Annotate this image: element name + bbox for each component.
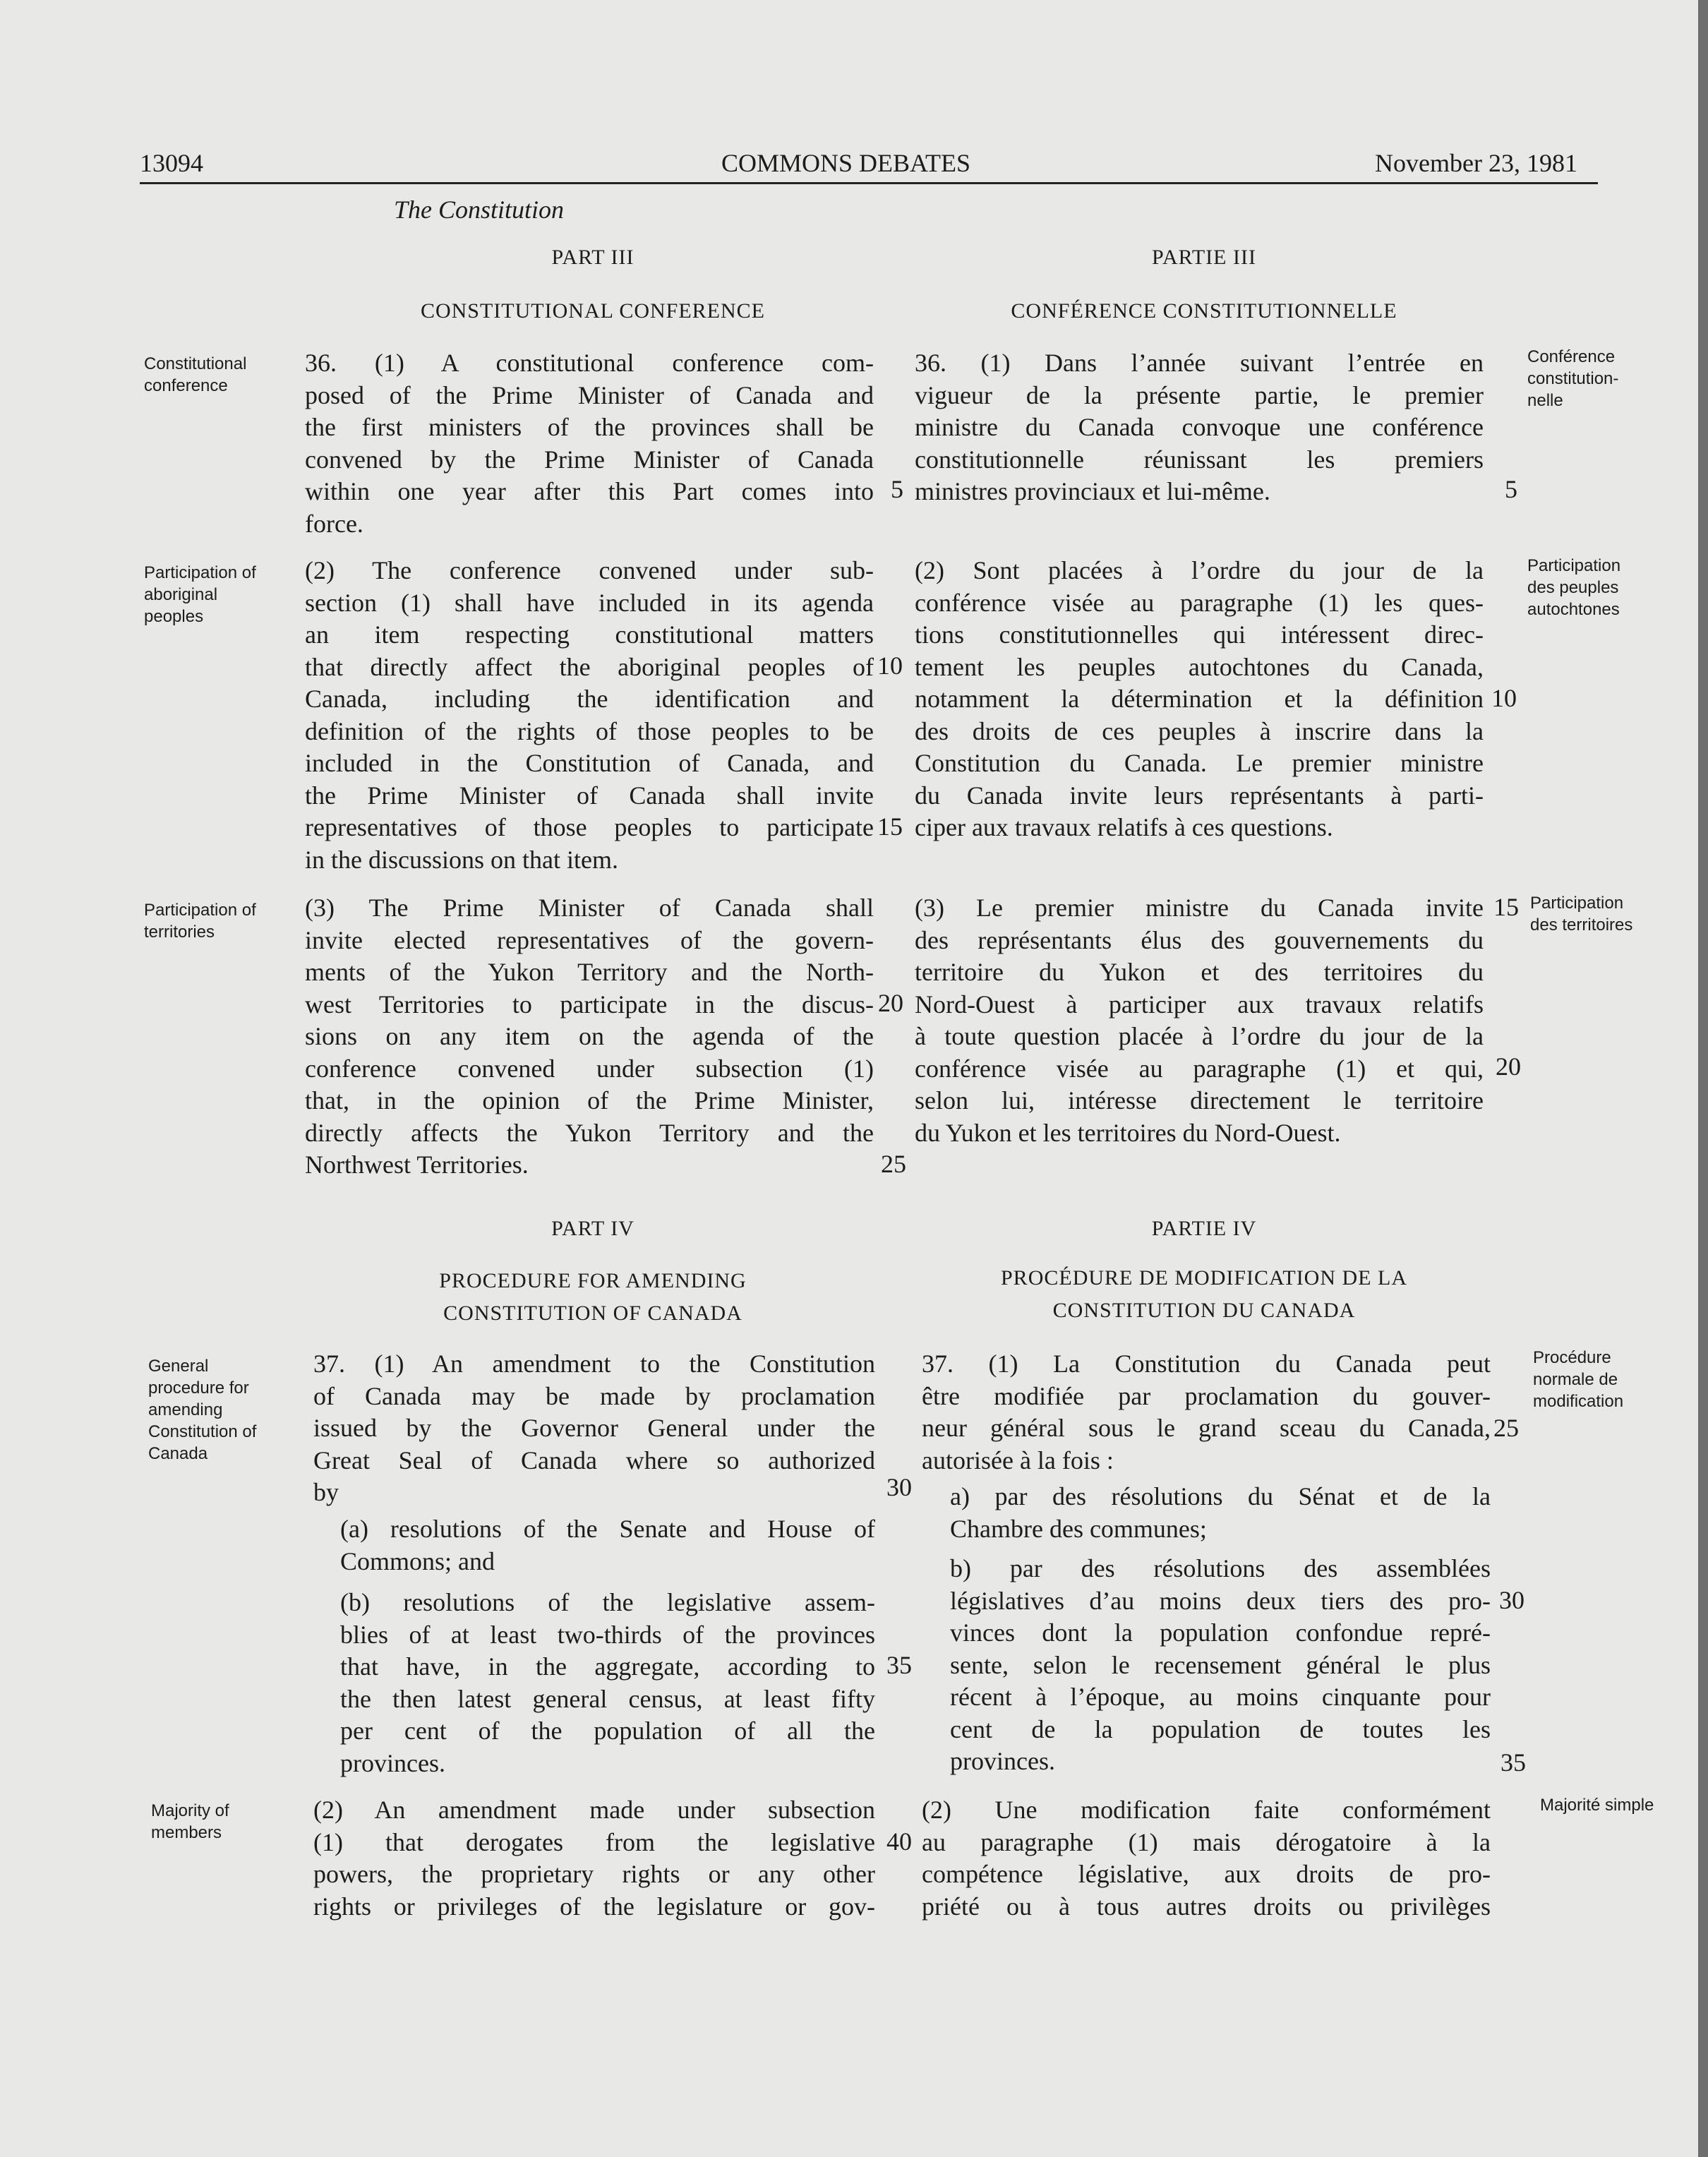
part4-fr-heading-line2: CONSTITUTION DU CANADA (1052, 1299, 1356, 1322)
line-number: 25 (1493, 1414, 1519, 1442)
line-number: 10 (877, 651, 903, 680)
line-number: 10 (1491, 684, 1517, 712)
line-number: 5 (1505, 475, 1517, 503)
part4-fr-heading-line1: PROCÉDURE DE MODIFICATION DE LA (1001, 1266, 1407, 1290)
section-37-1-en: 37. (1) An amendment to the Constitution of Canada may be made by proclamation issued by the Governor General under the Great Seal of Canada where so authorized by (313, 1350, 875, 1506)
marginal-note-fr: Participation des territoires (1530, 894, 1633, 935)
marginal-note-fr: Procédure normale de modification (1533, 1348, 1624, 1411)
section-37-1-en-para-b: (b) resolutions of the legislative assem- blies of at least two-thirds of the provinces that have, in the aggregate, according to the then latest general census, at least fifty per cent of the population of all the provinces. (340, 1588, 875, 1777)
line-number: 20 (1496, 1052, 1521, 1081)
section-36-3-en: (3) The Prime Minister of Canada shall invite elected representatives of the govern- ments of the Yukon Territory and the North- west Territories to participate in the discus- sions on any item on the agenda of the conference convened under subsection (1) that, in the opinion of the Prime Minister, directly affects the Yukon Territory and the Northwest Territories. (305, 894, 874, 1179)
line-number: 35 (1500, 1748, 1526, 1777)
section-37-1-fr-para-a: a) par des résolutions du Sénat et de la Chambre des communes; (950, 1482, 1491, 1543)
marginal-note-en: Majority of members (151, 1801, 229, 1842)
section-37-1-fr-para-b: b) par des résolutions des assemblées législatives d’au moins deux tiers des pro- vinces dont la population confondue repré- sente, selon le recensement général le plus récent à l’époque, au moins cinquante pour cent de la population de toutes les provinces. (950, 1554, 1491, 1775)
section-37-1-en-para-a: (a) resolutions of the Senate and House of Commons; and (340, 1515, 875, 1575)
section-37-2-en: (2) An amendment made under subsection (1) that derogates from the legislative powers, the proprietary rights or any other rights or privileges of the legislature or gov- (313, 1796, 875, 1921)
marginal-note-en: Participation of territories (144, 901, 256, 942)
line-number: 25 (881, 1150, 906, 1178)
running-title: COMMONS DEBATES (721, 149, 971, 177)
part4-en-label: PART IV (551, 1217, 635, 1240)
part4-en-heading-line2: CONSTITUTION OF CANADA (443, 1302, 742, 1325)
marginal-note-en: Participation of aboriginal peoples (144, 563, 256, 626)
line-number: 40 (886, 1827, 912, 1856)
part3-en-label: PART III (551, 246, 635, 269)
line-number: 15 (1493, 893, 1519, 921)
section-36-1-fr: 36. (1) Dans l’année suivant l’entrée en vigueur de la présente partie, le premier ministre du Canada convoque une conférence constitutionnelle réunissant les premiers ministres provinciaux et lui-même. (915, 349, 1484, 505)
line-number: 5 (891, 475, 903, 503)
part3-fr-label: PARTIE III (1152, 246, 1256, 269)
line-number: 30 (886, 1473, 912, 1501)
section-36-3-fr: (3) Le premier ministre du Canada invite des représentants élus des gouvernements du territoire du Yukon et des territoires du Nord-Ouest à participer aux travaux relatifs à toute question placée à l’ordre du jour de la conférence visée au paragraphe (1) et qui, selon lui, intéresse directement le territoire du Yukon et les territoires du Nord-Ouest. (915, 894, 1484, 1147)
part4-fr-label: PARTIE IV (1151, 1217, 1257, 1240)
part3-fr-heading: CONFÉRENCE CONSTITUTIONNELLE (1011, 299, 1397, 323)
line-number: 30 (1499, 1586, 1524, 1614)
marginal-note-fr: Conférence constitution- nelle (1527, 347, 1619, 410)
section-36-2-fr: (2) Sont placées à l’ordre du jour de la conférence visée au paragraphe (1) les ques- tions constitutionnelles qui intéressent direc- tement les peuples autochtones du Canada, notamment la détermination et la définition des droits de ces peuples à inscrire dans la Constitution du Canada. Le premier ministre du Canada invite leurs représentants à parti- ciper aux travaux relatifs à ces questions. (915, 556, 1484, 841)
section-37-1-fr: 37. (1) La Constitution du Canada peut être modifiée par proclamation du gouver- neur général sous le grand sceau du Canada, autorisée à la fois : (922, 1350, 1491, 1474)
marginal-note-fr: Majorité simple (1540, 1796, 1654, 1815)
part4-en-heading-line1: PROCEDURE FOR AMENDING (439, 1269, 747, 1292)
page-number: 13094 (140, 149, 203, 177)
part3-en-heading: CONSTITUTIONAL CONFERENCE (420, 299, 766, 323)
page-binding-edge (1698, 0, 1708, 2157)
line-number: 15 (877, 812, 903, 841)
line-number: 35 (886, 1651, 912, 1679)
marginal-note-en: General procedure for amending Constitution of Canada (148, 1357, 257, 1463)
section-36-1-en: 36. (1) A constitutional conference com- posed of the Prime Minister of Canada and the first ministers of the provinces shall be convened by the Prime Minister of Canada within one year after this Part comes into force. (305, 349, 874, 538)
header-date: November 23, 1981 (1375, 149, 1577, 177)
marginal-note-en: Constitutional conference (144, 354, 247, 395)
marginal-note-fr: Participation des peuples autochtones (1527, 556, 1621, 619)
header-rule (140, 182, 1598, 184)
section-36-2-en: (2) The conference convened under sub- section (1) shall have included in its agenda an item respecting constitutional matters that directly affect the aboriginal peoples of Canada, including the identification and definition of the rights of those peoples to be included in the Constitution of Canada, and the Prime Minister of Canada shall invite representatives of those peoples to participate in the discussions on that item. (305, 556, 874, 874)
section-title: The Constitution (394, 196, 565, 224)
section-37-2-fr: (2) Une modification faite conformément au paragraphe (1) mais dérogatoire à la compétence législative, aux droits de pro- priété ou à tous autres droits ou privilèges (922, 1796, 1491, 1921)
line-number: 20 (878, 989, 903, 1017)
